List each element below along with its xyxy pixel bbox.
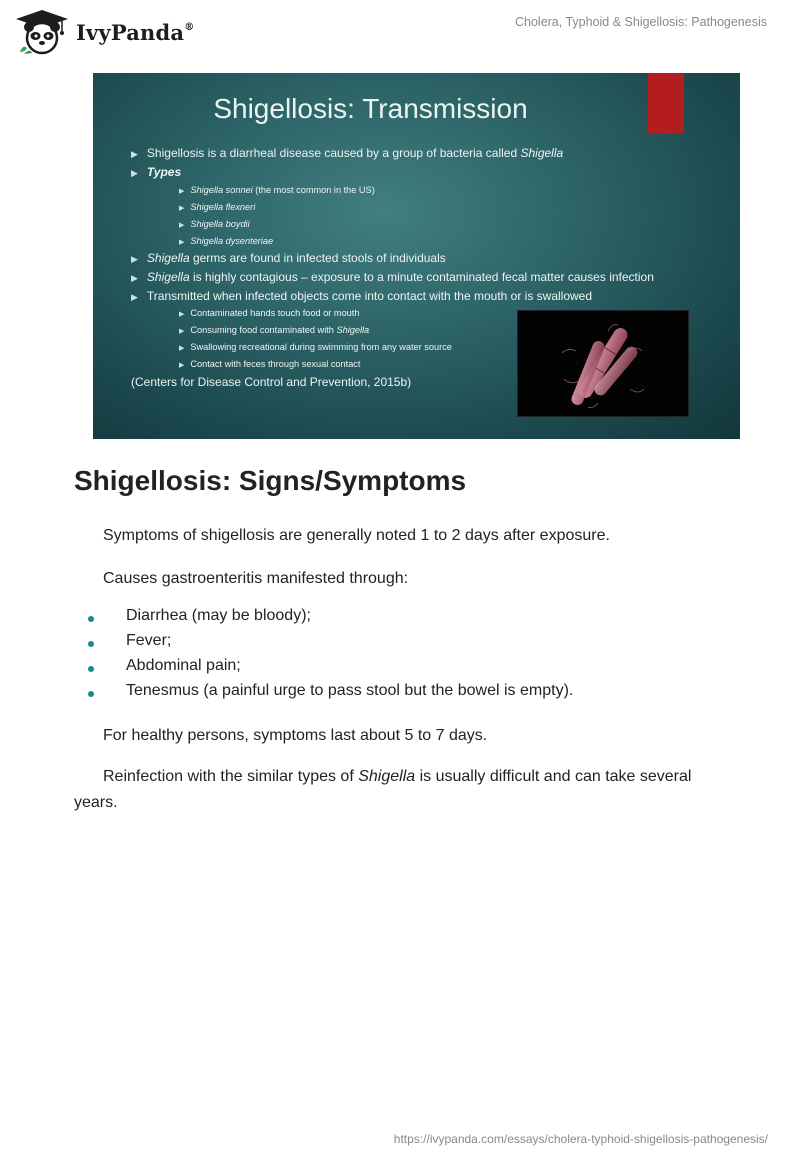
triangle-bullet-icon: ▶ <box>131 292 138 302</box>
triangle-bullet-icon: ▶ <box>179 205 185 212</box>
triangle-bullet-icon: ▶ <box>179 311 185 318</box>
paragraph-reinfection-cont: years. <box>74 794 118 811</box>
slide-citation: (Centers for Disease Control and Prevention, 2015b) <box>131 375 412 389</box>
slide-subbullet: ▶ Shigella flexneri <box>179 202 256 212</box>
brand-name: IvyPanda® <box>76 19 195 45</box>
bacteria-micrograph <box>517 310 689 417</box>
triangle-bullet-icon: ▶ <box>179 239 185 246</box>
slide-bullet: ▶ Shigella germs are found in infected stools of individuals <box>131 251 446 265</box>
paragraph-duration: For healthy persons, symptoms last about 5 to 7 days. <box>103 727 488 744</box>
list-item: Diarrhea (may be bloody); <box>0 607 700 631</box>
paragraph-causes: Causes gastroenteritis manifested through: <box>103 570 409 587</box>
slide-bullet: ▶ Shigella is highly contagious – exposure to a minute contaminated fecal matter causes infection <box>131 270 654 284</box>
section-heading: Shigellosis: Signs/Symptoms <box>74 465 467 496</box>
triangle-bullet-icon: ▶ <box>131 254 138 264</box>
shigella-bacteria-illustration <box>518 311 688 416</box>
triangle-bullet-icon: ▶ <box>131 273 138 283</box>
page-header <box>0 0 800 66</box>
slide-accent-bar <box>648 73 684 134</box>
paragraph-onset: Symptoms of shigellosis are generally noted 1 to 2 days after exposure. <box>103 527 610 544</box>
slide-subbullet: ▶ Contaminated hands touch food or mouth <box>179 308 360 318</box>
triangle-bullet-icon: ▶ <box>179 188 185 195</box>
slide-subbullet: ▶ Consuming food contaminated with Shigella <box>179 325 370 335</box>
bullet-dot-icon <box>88 641 94 647</box>
slide-title: Shigellosis: Transmission <box>213 93 528 124</box>
slide-subbullet: ▶ Swallowing recreational during swimming from any water source <box>179 342 452 352</box>
triangle-bullet-icon: ▶ <box>131 168 138 178</box>
triangle-bullet-icon: ▶ <box>179 222 185 229</box>
bullet-dot-icon <box>88 666 94 672</box>
slide-bullet: ▶ Shigellosis is a diarrheal disease caused by a group of bacteria called Shigella <box>131 146 564 160</box>
triangle-bullet-icon: ▶ <box>131 149 138 159</box>
slide-subbullet: ▶ Shigella dysenteriae <box>179 236 274 246</box>
paragraph-reinfection: Reinfection with the similar types of Shigella is usually difficult and can take several <box>103 768 692 785</box>
triangle-bullet-icon: ▶ <box>179 362 185 369</box>
bullet-dot-icon <box>88 616 94 622</box>
panda-graduate-icon <box>14 8 70 56</box>
document-title: Cholera, Typhoid & Shigellosis: Pathogenesis <box>514 15 767 29</box>
slide-subbullet: ▶ Contact with feces through sexual contact <box>179 359 361 369</box>
slide-subbullet: ▶ Shigella sonnei (the most common in the US) <box>179 185 375 195</box>
bullet-dot-icon <box>88 691 94 697</box>
slide-bullet: ▶ Types <box>131 165 182 179</box>
slide-bullet: ▶ Transmitted when infected objects come into contact with the mouth or is swallowed <box>131 289 593 303</box>
list-item: Tenesmus (a painful urge to pass stool but the bowel is empty). <box>0 682 700 706</box>
ivypanda-logo[interactable] <box>14 8 194 56</box>
triangle-bullet-icon: ▶ <box>179 328 185 335</box>
slide-image <box>93 73 740 439</box>
triangle-bullet-icon: ▶ <box>179 345 185 352</box>
slide-subbullet: ▶ Shigella boydii <box>179 219 250 229</box>
list-item: Fever; <box>0 632 700 656</box>
source-url[interactable]: https://ivypanda.com/essays/cholera-typhoid-shigellosis-pathogenesis/ <box>393 1132 768 1146</box>
list-item: Abdominal pain; <box>0 657 700 681</box>
